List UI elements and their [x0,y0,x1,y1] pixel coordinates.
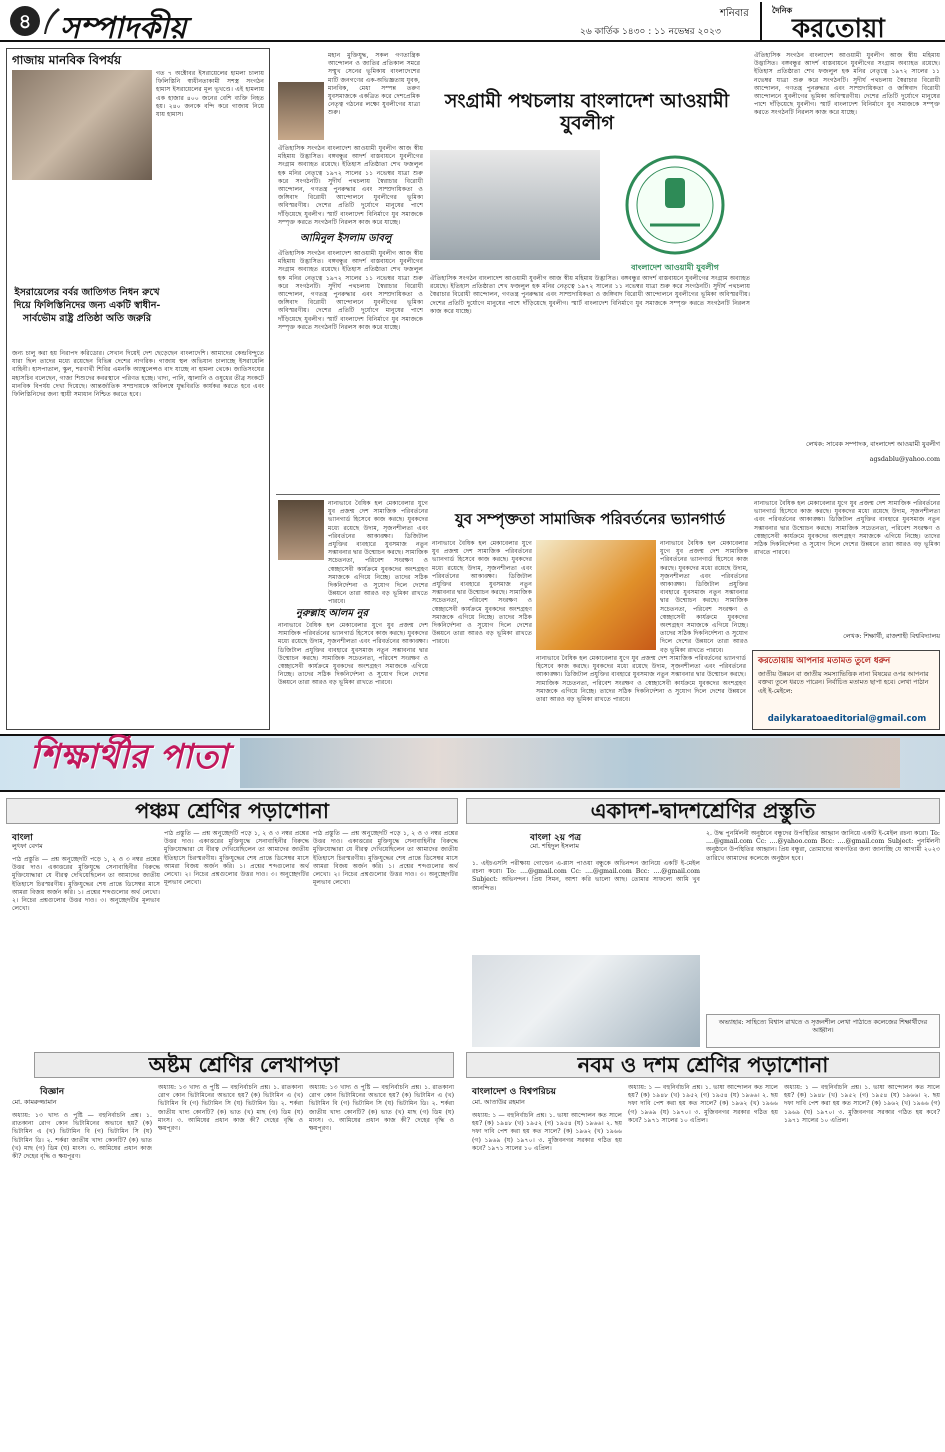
class9-body-1: অধ্যায়: ১ — বহুনির্বাচনি প্রশ্ন। ১. ভাষা আন্দোলন কত সালে হয়? (ক) ১৯৪৮ (খ) ১৯৫২ (গ) ১৯৫৪ (ঘ) ১৯৬৬। ২. ছয় দফা দাবি পেশ করা হয় কত সালে? (ক) ১৯৬২ (খ) ১৯৬৬ (গ) ১৯৬৯ (ঘ) ১৯৭০। ৩. মুজিবনগর সরকার গঠিত হয় কবে? ১৯৭১ সালের ১০ এপ্রিল। [472,1112,622,1152]
class9-heading: নবম ও দশম শ্রেণির পড়াশোনা [466,1052,940,1078]
article2-body-right: নানাভাবে বৈষিক হল মেকাবেলার যুগে যুব প্রজন্ম দেশ সামাজিক পরিবর্তনের ভ্যানগার্ড হিসেবে কাজ করছে। যুবকদের মধ্যে রয়েছে উদ্যম, সৃজনশীলতা এবং পরিবর্তনের আকাঙ্ক্ষা। ডিজিটাল প্রযুক্তির ব্যবহারে যুবসমাজ নতুন সম্ভাবনার দ্বার উন্মোচন করছে। সামাজিক সচেতনতা, পরিবেশ সংরক্ষণ ও স্বেচ্ছাসেবী কার্যক্রমে যুবকদের অংশগ্রহণ সমাজকে এগিয়ে নিচ্ছে। তাদের সঠিক দিকনির্দেশনা ও সুযোগ দিলে দেশের উন্নয়নে তারা আরও বড় ভূমিকা রাখতে পারবে। [754,500,940,557]
article1-body: ঐতিহাসিক সংগঠন বাংলাদেশ আওয়ামী যুবলীগ আজ স্বীয় মহিমায় উদ্ভাসিত। বঙ্গবন্ধুর আদর্শ বাস্তবায়নে যুবলীগের সংগ্রাম অব্যাহত রয়েছে। ইতিহাস প্রতিষ্ঠাতা শেখ ফজলুল হক মনির নেতৃত্বে ১৯৭২ সালের ১১ নভেম্বর যাত্রা শুরু করে সংগঠনটি। সুদীর্ঘ পথচলায় স্বৈরাচার বিরোধী আন্দোলন, গণতন্ত্র পুনরুদ্ধার এবং সাম্প্রদায়িকতা ও জঙ্গিবাদ বিরোধী আন্দোলনে যুবলীগের ভূমিকা অবিস্মরণীয়। দেশের প্রতিটি দুর্যোগে মানুষের পাশে দাঁড়িয়েছে যুবলীগ। স্মার্ট বাংলাদেশ বিনির্মাণে যুব সমাজকে সম্পৃক্ত করতে সংগঠনটি নিরলস কাজ করে যাচ্ছে। [278,250,423,331]
class11-teacher: মো. শহিদুল ইসলাম [530,842,579,850]
student-page-title: শিক্ষার্থীর পাতা [30,737,228,777]
article1-body-bottom: ঐতিহাসিক সংগঠন বাংলাদেশ আওয়ামী যুবলীগ আজ স্বীয় মহিমায় উদ্ভাসিত। বঙ্গবন্ধুর আদর্শ বাস্তবায়নে যুবলীগের সংগ্রাম অব্যাহত রয়েছে। ইতিহাস প্রতিষ্ঠাতা শেখ ফজলুল হক মনির নেতৃত্বে ১৯৭২ সালের ১১ নভেম্বর যাত্রা শুরু করে সংগঠনটি। সুদীর্ঘ পথচলায় স্বৈরাচার বিরোধী আন্দোলন, গণতন্ত্র পুনরুদ্ধার এবং সাম্প্রদায়িকতা ও জঙ্গিবাদ বিরোধী আন্দোলনে যুবলীগের ভূমিকা অবিস্মরণীয়। দেশের প্রতিটি দুর্যোগে মানুষের পাশে দাঁড়িয়েছে যুবলীগ। স্মার্ট বাংলাদেশ বিনির্মাণে যুব সমাজকে সম্পৃক্ত করতে সংগঠনটি নিরলস কাজ করে যাচ্ছে। [430,275,750,315]
class9-subject: বাংলাদেশ ও বিশ্বপরিচয় [472,1087,556,1097]
issue-date: ২৬ কার্তিক ১৪৩০ : ১১ নভেম্বর ২০২৩ [580,27,721,37]
article2-body-left: নানাভাবে বৈষিক হল মেকাবেলার যুগে যুব প্রজন্ম দেশ সামাজিক পরিবর্তনের ভ্যানগার্ড হিসেবে কাজ করছে। যুবকদের মধ্যে রয়েছে উদ্যম, সৃজনশীলতা এবং পরিবর্তনের আকাঙ্ক্ষা। ডিজিটাল প্রযুক্তির ব্যবহারে যুবসমাজ নতুন সম্ভাবনার দ্বার উন্মোচন করছে। সামাজিক সচেতনতা, পরিবেশ সংরক্ষণ ও স্বেচ্ছাসেবী কার্যক্রমে যুবকদের অংশগ্রহণ সমাজকে এগিয়ে নিচ্ছে। তাদের সঠিক দিকনির্দেশনা ও সুযোগ দিলে দেশের উন্নয়নে তারা আরও বড় ভূমিকা রাখতে পারবে। [278,622,428,687]
article1-email: agsdablu@yahoo.com [869,455,940,463]
class8-teacher: মো. কামরুজ্জামান [12,1098,57,1106]
page-number: ৪ [10,6,40,36]
author2-photo [278,500,324,560]
class5-subject: বাংলা [12,833,33,843]
class11-email-q2: ২. উদ্ধ পুনর্মিলনী অনুষ্ঠানে বন্ধুদের উপস্থিতির আহ্বান জানিয়ে একটি ই-মেইল রচনা করো। To: ....@gmail.com Cc: ....@yahoo.com Bcc: ....@gmail.com Subject: পুনর্মিলনী অনুষ্ঠানে উপস্থিতির আহ্বান। প্রিয় বন্ধুরা, তোমাদের অবগতির জন্য জানাচ্ছি যে আগামী ২০২৩ তারিখে আমাদের কলেজে অনুষ্ঠান হবে। [706,830,940,862]
growth-illustration [536,540,656,650]
class5-body-3: পাঠ প্রস্তুতি — প্রশ্ন অনুচ্ছেদটি পড়ে ১, ২ ও ৩ নম্বর প্রশ্নের উত্তর দাও। একাত্তরের মুক্তিযুদ্ধে সেনাবাহিনীর বিরুদ্ধে মুক্তিযোদ্ধারা যে বীরত্ব দেখিয়েছিলেন তা আমাদের জাতীয় ইতিহাসে চিরস্মরণীয়। মুক্তিযুদ্ধের শেষ প্রান্তে ডিসেম্বর মাসে আমরা বিজয় অর্জন করি। ১। প্রশ্নের শব্দগুলোর অর্থ লেখো। ২। নিচের প্রশ্নগুলোর উত্তর দাও। ৩। অনুচ্ছেদটির মূলভাব লেখো। [313,830,458,887]
article1-body-top: ঐতিহাসিক সংগঠন বাংলাদেশ আওয়ামী যুবলীগ আজ স্বীয় মহিমায় উদ্ভাসিত। বঙ্গবন্ধুর আদর্শ বাস্তবায়নে যুবলীগের সংগ্রাম অব্যাহত রয়েছে। ইতিহাস প্রতিষ্ঠাতা শেখ ফজলুল হক মনির নেতৃত্বে ১৯৭২ সালের ১১ নভেম্বর যাত্রা শুরু করে সংগঠনটি। সুদীর্ঘ পথচলায় স্বৈরাচার বিরোধী আন্দোলন, গণতন্ত্র পুনরুদ্ধার এবং সাম্প্রদায়িকতা ও জঙ্গিবাদ বিরোধী আন্দোলনে যুবলীগের ভূমিকা অবিস্মরণীয়। দেশের প্রতিটি দুর্যোগে মানুষের পাশে দাঁড়িয়েছে যুবলীগ। স্মার্ট বাংলাদেশ বিনির্মাণে যুব সমাজকে সম্পৃক্ত করতে সংগঠনটি নিরলস কাজ করে যাচ্ছে। [278,145,423,226]
article1-intro: মহান মুক্তিযুদ্ধ, সকল গণতান্ত্রিক আন্দোলন ও জাতির প্রতিকাল সমরে সম্মুখ সেনের ভূমিকায় বাংলাদেশের মাটি জনগণের এক-অভিজ্ঞতায় যুবক, মানবিক, মেধা সম্পন্ন তরুণ যুবসমাজকে একত্রিত করে দেশপ্রেমিক নেতৃত্ব গঠনের লক্ষ্যে যুবলীগের যাত্রা শুরু। [328,52,420,117]
class11-subject: বাংলা ২য় পত্র [530,833,581,843]
class9-teacher: মো. আতাউর রহমান [472,1098,525,1106]
class8-heading: অষ্টম শ্রেণির লেখাপড়া [34,1052,454,1078]
weekday: শনিবার [720,8,749,19]
article1-body-right: ঐতিহাসিক সংগঠন বাংলাদেশ আওয়ামী যুবলীগ আজ স্বীয় মহিমায় উদ্ভাসিত। বঙ্গবন্ধুর আদর্শ বাস্তবায়নে যুবলীগের সংগ্রাম অব্যাহত রয়েছে। ইতিহাস প্রতিষ্ঠাতা শেখ ফজলুল হক মনির নেতৃত্বে ১৯৭২ সালের ১১ নভেম্বর যাত্রা শুরু করে সংগঠনটি। সুদীর্ঘ পথচলায় স্বৈরাচার বিরোধী আন্দোলন, গণতন্ত্র পুনরুদ্ধার এবং সাম্প্রদায়িকতা ও জঙ্গিবাদ বিরোধী আন্দোলনে যুবলীগের ভূমিকা অবিস্মরণীয়। দেশের প্রতিটি দুর্যোগে মানুষের পাশে দাঁড়িয়েছে যুবলীগ। স্মার্ট বাংলাদেশ বিনির্মাণে যুব সমাজকে সম্পৃক্ত করতে সংগঠনটি নিরলস কাজ করে যাচ্ছে। [754,52,940,117]
class9-body-3: অধ্যায়: ১ — বহুনির্বাচনি প্রশ্ন। ১. ভাষা আন্দোলন কত সালে হয়? (ক) ১৯৪৮ (খ) ১৯৫২ (গ) ১৯৫৪ (ঘ) ১৯৬৬। ২. ছয় দফা দাবি পেশ করা হয় কত সালে? (ক) ১৯৬২ (খ) ১৯৬৬ (গ) ১৯৬৯ (ঘ) ১৯৭০। ৩. মুজিবনগর সরকার গঠিত হয় কবে? ১৯৭১ সালের ১০ এপ্রিল। [784,1084,940,1124]
gaza-photo [12,70,152,180]
article1-footer: লেখক: সাবেক সম্পাদক, বাংলাদেশ আওয়ামী যুবলীগ [806,440,940,448]
class5-teacher: লুৎফা বেগম [12,842,43,850]
class5-heading: পঞ্চম শ্রেণির পড়াশোনা [6,798,458,824]
masthead-prefix: দৈনিক [772,6,793,15]
article2-footer: লেখক: শিক্ষার্থী, রাজশাহী বিশ্ববিদ্যালয় [843,632,940,640]
class8-body-1: অধ্যায়: ১৩ খাদ্য ও পুষ্টি — বহুনির্বাচনি প্রশ্ন। ১. রাতকানা রোগ কোন ভিটামিনের অভাবে হয়? (ক) ভিটামিন এ (খ) ভিটামিন বি (গ) ভিটামিন সি (ঘ) ভিটামিন ডি। ২. শর্করা জাতীয় খাদ্য কোনটি? (ক) ভাত (খ) মাছ (গ) ডিম (ঘ) মাংস। ৩. আমিষের প্রধান কাজ কী? দেহের বৃদ্ধি ও ক্ষয়পূরণ। [12,1112,152,1161]
quill-pen-icon [40,6,62,36]
class8-body-3: অধ্যায়: ১৩ খাদ্য ও পুষ্টি — বহুনির্বাচনি প্রশ্ন। ১. রাতকানা রোগ কোন ভিটামিনের অভাবে হয়? (ক) ভিটামিন এ (খ) ভিটামিন বি (গ) ভিটামিন সি (ঘ) ভিটামিন ডি। ২. শর্করা জাতীয় খাদ্য কোনটি? (ক) ভাত (খ) মাছ (গ) ডিম (ঘ) মাংস। ৩. আমিষের প্রধান কাজ কী? দেহের বৃদ্ধি ও ক্ষয়পূরণ। [309,1084,454,1133]
class8-subject: বিজ্ঞান [40,1087,65,1097]
class11-email-q1: ১. এইচএসসি পরীক্ষায় গোল্ডেন এ-প্লাস পাওয়া বন্ধুকে অভিনন্দন জানিয়ে একটি ই-মেইল রচনা করো। To: ....@gmail.com Cc: ....@gmail.com Bcc: ....@gmail.com Subject: অভিনন্দন। প্রিয় সিমন, আশা করি ভালো আছ। তোমার সাফল্যে আমি খুব আনন্দিত। [472,860,700,892]
article2-headline: যুব সম্পৃক্ততা সামাজিক পরিবর্তনের ভ্যানগার্ড [454,510,726,528]
article2-body-mid: নানাভাবে বৈষিক হল মেকাবেলার যুগে যুব প্রজন্ম দেশ সামাজিক পরিবর্তনের ভ্যানগার্ড হিসেবে কাজ করছে। যুবকদের মধ্যে রয়েছে উদ্যম, সৃজনশীলতা এবং পরিবর্তনের আকাঙ্ক্ষা। ডিজিটাল প্রযুক্তির ব্যবহারে যুবসমাজ নতুন সম্ভাবনার দ্বার উন্মোচন করছে। সামাজিক সচেতনতা, পরিবেশ সংরক্ষণ ও স্বেচ্ছাসেবী কার্যক্রমে যুবকদের অংশগ্রহণ সমাজকে এগিয়ে নিচ্ছে। তাদের সঠিক দিকনির্দেশনা ও সুযোগ দিলে দেশের উন্নয়নে তারা আরও বড় ভূমিকা রাখতে পারবে। [432,540,532,646]
article2-body-low: নানাভাবে বৈষিক হল মেকাবেলার যুগে যুব প্রজন্ম দেশ সামাজিক পরিবর্তনের ভ্যানগার্ড হিসেবে কাজ করছে। যুবকদের মধ্যে রয়েছে উদ্যম, সৃজনশীলতা এবং পরিবর্তনের আকাঙ্ক্ষা। ডিজিটাল প্রযুক্তির ব্যবহারে যুবসমাজ নতুন সম্ভাবনার দ্বার উন্মোচন করছে। সামাজিক সচেতনতা, পরিবেশ সংরক্ষণ ও স্বেচ্ছাসেবী কার্যক্রমে যুবকদের অংশগ্রহণ সমাজকে এগিয়ে নিচ্ছে। তাদের সঠিক দিকনির্দেশনা ও সুযোগ দিলে দেশের উন্নয়নে তারা আরও বড় ভূমিকা রাখতে পারবে। [536,655,746,704]
divider [276,494,940,495]
invite-email-link[interactable]: dailykaratoaeditorial@gmail.com [767,714,927,724]
invite-title: করতোয়ায় আপনার মতামত তুলে ধরুন [758,656,891,666]
masthead [760,2,940,44]
editorial-lead: গত ৭ অক্টোবর ইসরায়েলের হামলা চালায় ফিলিস্তিনি স্বাধীনতাকামী সশস্ত্র সংগঠন হামাস ইসরায়েলের মূল ভূখণ্ডে। এই হামলায় এক হাজার ৪০০ জনের বেশি ব্যক্তি নিহত হয়। ২৪০ জনকে বন্দি করে গাজায় নিয়ে যায় হামাস। [156,70,264,119]
class5-body-1: পাঠ প্রস্তুতি — প্রশ্ন অনুচ্ছেদটি পড়ে ১, ২ ও ৩ নম্বর প্রশ্নের উত্তর দাও। একাত্তরের মুক্তিযুদ্ধে সেনাবাহিনীর বিরুদ্ধে মুক্তিযোদ্ধারা যে বীরত্ব দেখিয়েছিলেন তা আমাদের জাতীয় ইতিহাসে চিরস্মরণীয়। মুক্তিযুদ্ধের শেষ প্রান্তে ডিসেম্বর মাসে আমরা বিজয় অর্জন করি। ১। প্রশ্নের শব্দগুলোর অর্থ লেখো। ২। নিচের প্রশ্নগুলোর উত্তর দাও। ৩। অনুচ্ছেদটির মূলভাব লেখো। [12,856,160,913]
editorial-title: গাজায় মানবিক বিপর্যয় [12,53,122,67]
masthead-name: করতোয়া [792,14,885,44]
article1-headline: সংগ্রামী পথচলায় বাংলাদেশ আওয়ামী যুবলীগ [444,90,730,134]
editorial-body: জন্য চালু করা হয় নিরাপদ করিডোর। সেখান দিয়েই দেশ ছেড়েছেন বাংলাদেশি। আমাদের কেন্দ্রবিন্দুতে যারা ছিল তাদের মধ্যে রয়েছেন বিভিন্ন দেশের নাগরিক। গাজায় স্থল অভিযান চালাচ্ছে ইসরায়েলি বাহিনী। হাসপাতাল, স্কুল, শরণার্থী শিবির এমনকি অ্যাম্বুলেন্সও বাদ যাচ্ছে না হামলা থেকে। জাতিসংঘের মহাসচিব বলেছেন, গাজা শিশুদের কবরস্থানে পরিণত হচ্ছে। খাদ্য, পানি, জ্বালানি ও ওষুধের তীব্র সংকটে মানবিক বিপর্যয় দেখা দিয়েছে। আন্তর্জাতিক সম্প্রদায়কে অবিলম্বে যুদ্ধবিরতি কার্যকর করতে হবে এবং ফিলিস্তিনিদের জন্য স্থায়ী সমাধান নিশ্চিত করতে হবে। [12,350,264,399]
yuvalig-emblem-icon [610,150,740,260]
class9-body-2: অধ্যায়: ১ — বহুনির্বাচনি প্রশ্ন। ১. ভাষা আন্দোলন কত সালে হয়? (ক) ১৯৪৮ (খ) ১৯৫২ (গ) ১৯৫৪ (ঘ) ১৯৬৬। ২. ছয় দফা দাবি পেশ করা হয় কত সালে? (ক) ১৯৬২ (খ) ১৯৬৬ (গ) ১৯৬৯ (ঘ) ১৯৭০। ৩. মুজিবনগর সরকার গঠিত হয় কবে? ১৯৭১ সালের ১০ এপ্রিল। [628,1084,778,1124]
class11-heading: একাদশ-দ্বাদশশ্রেণির প্রস্তুতি [466,798,940,824]
editorial-subhead: ইসরায়েলের বর্বর জাতিগত নিধন রুখে দিয়ে ফিলিস্তিনিদের জন্য একটি স্বাধীন-সার্বভৌম রাষ্ট্র প্রতিষ্ঠা অতি জরুরি [13,287,161,324]
leaders-photo [430,150,600,260]
invite-body: জাতীয় উন্নয়ন বা জাতীয় সমস্যাভিত্তিক নানা বিষয়ের ওপর আপনার বক্তব্য তুলে ধরতে পারেন। নির্বাচিত মতামত ছাপা হবে। লেখা পাঠান এই ই-মেইলে: [758,670,929,695]
exam-hall-photo [472,955,700,1047]
article2-body-side: নানাভাবে বৈষিক হল মেকাবেলার যুগে যুব প্রজন্ম দেশ সামাজিক পরিবর্তনের ভ্যানগার্ড হিসেবে কাজ করছে। যুবকদের মধ্যে রয়েছে উদ্যম, সৃজনশীলতা এবং পরিবর্তনের আকাঙ্ক্ষা। ডিজিটাল প্রযুক্তির ব্যবহারে যুবসমাজ নতুন সম্ভাবনার দ্বার উন্মোচন করছে। সামাজিক সচেতনতা, পরিবেশ সংরক্ষণ ও স্বেচ্ছাসেবী কার্যক্রমে যুবকদের অংশগ্রহণ সমাজকে এগিয়ে নিচ্ছে। তাদের সঠিক দিকনির্দেশনা ও সুযোগ দিলে দেশের উন্নয়নে তারা আরও বড় ভূমিকা রাখতে পারবে। [660,540,748,654]
article1-author: আমিনুল ইসলাম ডাবলু [300,233,392,244]
class5-body-2: পাঠ প্রস্তুতি — প্রশ্ন অনুচ্ছেদটি পড়ে ১, ২ ও ৩ নম্বর প্রশ্নের উত্তর দাও। একাত্তরের মুক্তিযুদ্ধে সেনাবাহিনীর বিরুদ্ধে মুক্তিযোদ্ধারা যে বীরত্ব দেখিয়েছিলেন তা আমাদের জাতীয় ইতিহাসে চিরস্মরণীয়। মুক্তিযুদ্ধের শেষ প্রান্তে ডিসেম্বর মাসে আমরা বিজয় অর্জন করি। ১। প্রশ্নের শব্দগুলোর অর্থ লেখো। ২। নিচের প্রশ্নগুলোর উত্তর দাও। ৩। অনুচ্ছেদটির মূলভাব লেখো। [164,830,309,887]
logo-caption: বাংলাদেশ আওয়ামী যুবলীগ [631,263,719,272]
section-title: সম্পাদকীয় [60,11,187,46]
yuvalig-logo [610,150,740,260]
students-photo-strip [240,738,900,788]
class8-body-2: অধ্যায়: ১৩ খাদ্য ও পুষ্টি — বহুনির্বাচনি প্রশ্ন। ১. রাতকানা রোগ কোন ভিটামিনের অভাবে হয়? (ক) ভিটামিন এ (খ) ভিটামিন বি (গ) ভিটামিন সি (ঘ) ভিটামিন ডি। ২. শর্করা জাতীয় খাদ্য কোনটি? (ক) ভাত (খ) মাছ (গ) ডিম (ঘ) মাংস। ৩. আমিষের প্রধান কাজ কী? দেহের বৃদ্ধি ও ক্ষয়পূরণ। [158,1084,303,1133]
class11-notice: অভ্যাহার: সাহিত্যে বিশ্বাস রাখতে ও সৃজনশীল লেখা পাঠাতে কলেজের শিক্ষার্থীদের আহ্বান। [718,1018,928,1035]
article2-intro: নানাভাবে বৈষিক হল মেকাবেলার যুগে যুব প্রজন্ম দেশ সামাজিক পরিবর্তনের ভ্যানগার্ড হিসেবে কাজ করছে। যুবকদের মধ্যে রয়েছে উদ্যম, সৃজনশীলতা এবং পরিবর্তনের আকাঙ্ক্ষা। ডিজিটাল প্রযুক্তির ব্যবহারে যুবসমাজ নতুন সম্ভাবনার দ্বার উন্মোচন করছে। সামাজিক সচেতনতা, পরিবেশ সংরক্ষণ ও স্বেচ্ছাসেবী কার্যক্রমে যুবকদের অংশগ্রহণ সমাজকে এগিয়ে নিচ্ছে। তাদের সঠিক দিকনির্দেশনা ও সুযোগ দিলে দেশের উন্নয়নে তারা আরও বড় ভূমিকা রাখতে পারবে। [328,500,428,606]
author-photo [278,82,324,140]
article2-author: নুরুল্লাহ আলম নুর [296,608,369,619]
